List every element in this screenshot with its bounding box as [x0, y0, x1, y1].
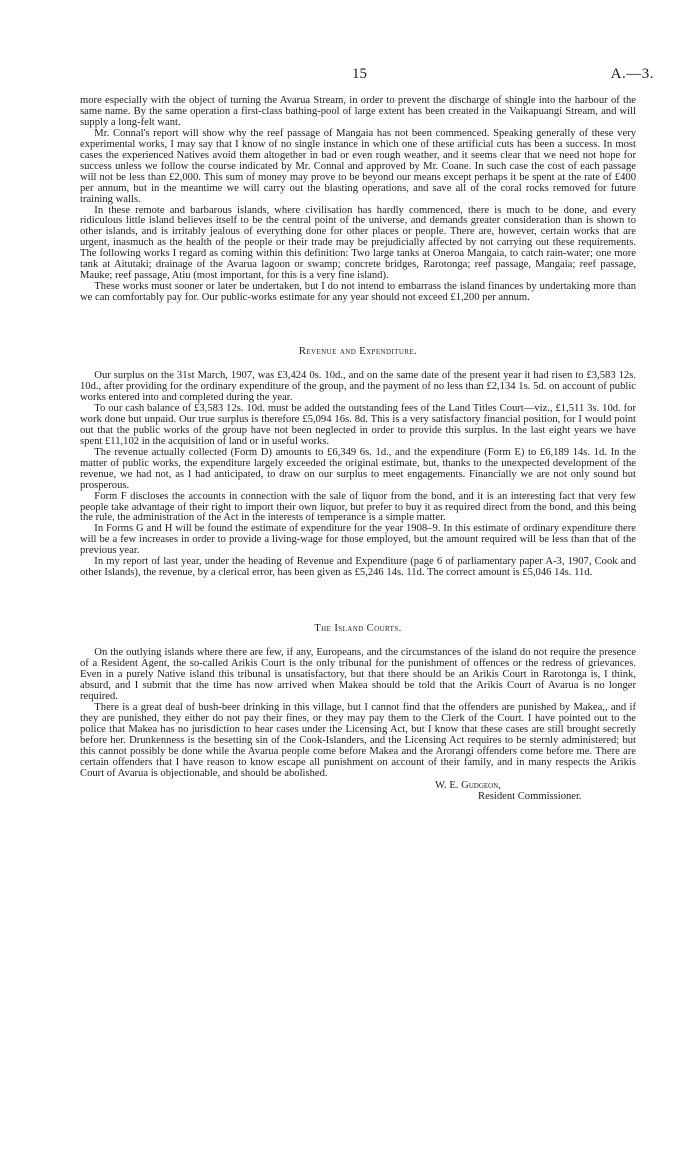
paragraph: more especially with the object of turning the Avarua Stream, in order to prevent the discharge of shingle into the harbour of the same name. By the same operation a first-class bathing-pool of large extent has been created in the Vaikapuangi Stream, and will supply a long-felt want. — [80, 95, 636, 128]
signatory-name: W. E. Gudgeon, — [435, 779, 501, 791]
section-heading-revenue: Revenue and Expenditure. — [298, 346, 418, 358]
paragraph: On the outlying islands where there are few, if any, Europeans, and the circumstances of the island do not require the presence of a Resident Agent, the so-called Arikis Court is the only tribunal for the punishment of offences or the redress of grievances. Even in a purely Native island this tribunal is unsatisfactory, but that there should be an Arikis Court in Rarotonga is, I think, absurd, and I submit that the time has now arrived when Makea should be told that the Arikis Court of Avarua is no longer required. — [80, 647, 636, 702]
signatory-title: Resident Commissioner. — [478, 790, 582, 802]
page-header — [0, 66, 700, 86]
paragraph: In Forms G and H will be found the estimate of expenditure for the year 1908–9. In this estimate of ordinary expenditure there will be a few increases in order to provide a living-wage for those employed, but the amount required will be less than that of the previous year. — [80, 523, 636, 557]
paragraph: Form F discloses the accounts in connection with the sale of liquor from the bond, and it is an interesting fact that very few people take advantage of their right to import their own liquor, but prefer to buy it as required direct from the bond, and this being the rule, the administration of the Act in the interests of temperance is a simple matter. — [80, 490, 636, 524]
signature-block — [80, 781, 636, 805]
page-number: 15 — [352, 66, 367, 82]
document-reference: A.—3. — [610, 66, 654, 82]
paragraph: In my report of last year, under the heading of Revenue and Expenditure (page 6 of parliamentary paper A-3, 1907, Cook and other Islands), the revenue, by a clerical error, has been given as £5,246 14s. 11d. The correct amount is £5,046 14s. 11d. — [80, 556, 636, 579]
section-heading-island-courts: The Island Courts. — [314, 623, 402, 635]
paragraph: In these remote and barbarous islands, where civilisation has hardly commenced, there is much to be done, and every ridiculous little island believes itself to be the central point of the universe, and demands greater consideration than is shown to other islands, and is irritably jealous of everything done for other places or people. There are, however, certain works that are urgent, inasmuch as the health of the people or their trade may be prejudicially affected by not carrying out these requirements. The following works I regard as coming within this definition: Two large tanks at Oneroa Mangaia, to catch rain-water; one more tank at Aitutaki; drainage of the Avarua lagoon or swamp; concrete bridges, Rarotonga; reef passage, Mangaia; reef passage, Mauke; reef passage, Atiu (most important, for this is a very fine island). — [80, 204, 636, 282]
paragraph: The revenue actually collected (Form D) amounts to £6,349 6s. 1d., and the expenditure (Form E) to £6,189 14s. 1d. In the matter of public works, the expenditure largely exceeded the original estimate, but, thanks to the unexpected development of the revenue, we had not, as I had anticipated, to draw on our surplus to meet engagements. Financially we are not only sound but prosperous. — [80, 446, 636, 491]
document-body — [80, 96, 636, 805]
paragraph: Mr. Connal's report will show why the reef passage of Mangaia has not been commenced. Speaking generally of these very experimental works, I may say that I know of no single instance in which one of these artificial cuts has been a success. In most cases the experienced Natives avoid them altogether in bad or even rough weather, and it seems clear that we need not hope for success unless we follow the course indicated by Mr. Connal and approved by Mr. Coane. In such case the cost of each passage will not be less than £2,000. This sum of money may prove to be beyond our means except perhaps it be spent at the rate of £400 per annum, but in the meantime we will carry out the blasting operations, and save all of the coral rocks removed for future training walls. — [80, 127, 636, 205]
paragraph: To our cash balance of £3,583 12s. 10d. must be added the outstanding fees of the Land Titles Court—viz., £1,511 3s. 10d. for work done but unpaid. Our true surplus is therefore £5,094 16s. 8d. This is a very satisfactory financial position, for I would point out that the public works of the group have not been neglected in order to provide this surplus. In the last eight years we have spent £11,102 in the acquisition of land or in useful works. — [80, 402, 636, 447]
paragraph: Our surplus on the 31st March, 1907, was £3,424 0s. 10d., and on the same date of the present year it had risen to £3,583 12s. 10d., after providing for the ordinary expenditure of the group, and the payment of no less than £2,134 1s. 5d. on account of public works entered into and completed during the year. — [80, 370, 636, 403]
paragraph: These works must sooner or later be undertaken, but I do not intend to embarrass the island finances by undertaking more than we can comfortably pay for. Our public-works estimate for any year should not exceed £1,200 per annum. — [80, 281, 636, 304]
paragraph: There is a great deal of bush-beer drinking in this village, but I cannot find that the offenders are punished by Makea,, and if they are punished, they either do not pay their fines, or they may pay them to the Clerk of the Court. I have pointed out to the police that Makea has no jurisdiction to hear cases under the Licensing Act, but I know that these cases are still brought secretly before her. Drunkenness is the besetting sin of the Cook-Islanders, and the Licensing Act requires to be sternly administered; but this cannot possibly be done while the Avarua people come before Makea and the Arorangi offenders come before me. There are certain offenders that I have reason to know escape all punishment on account of their family, and in many respects the Arikis Court of Avarua is objectionable, and should be abolished. — [80, 701, 636, 779]
